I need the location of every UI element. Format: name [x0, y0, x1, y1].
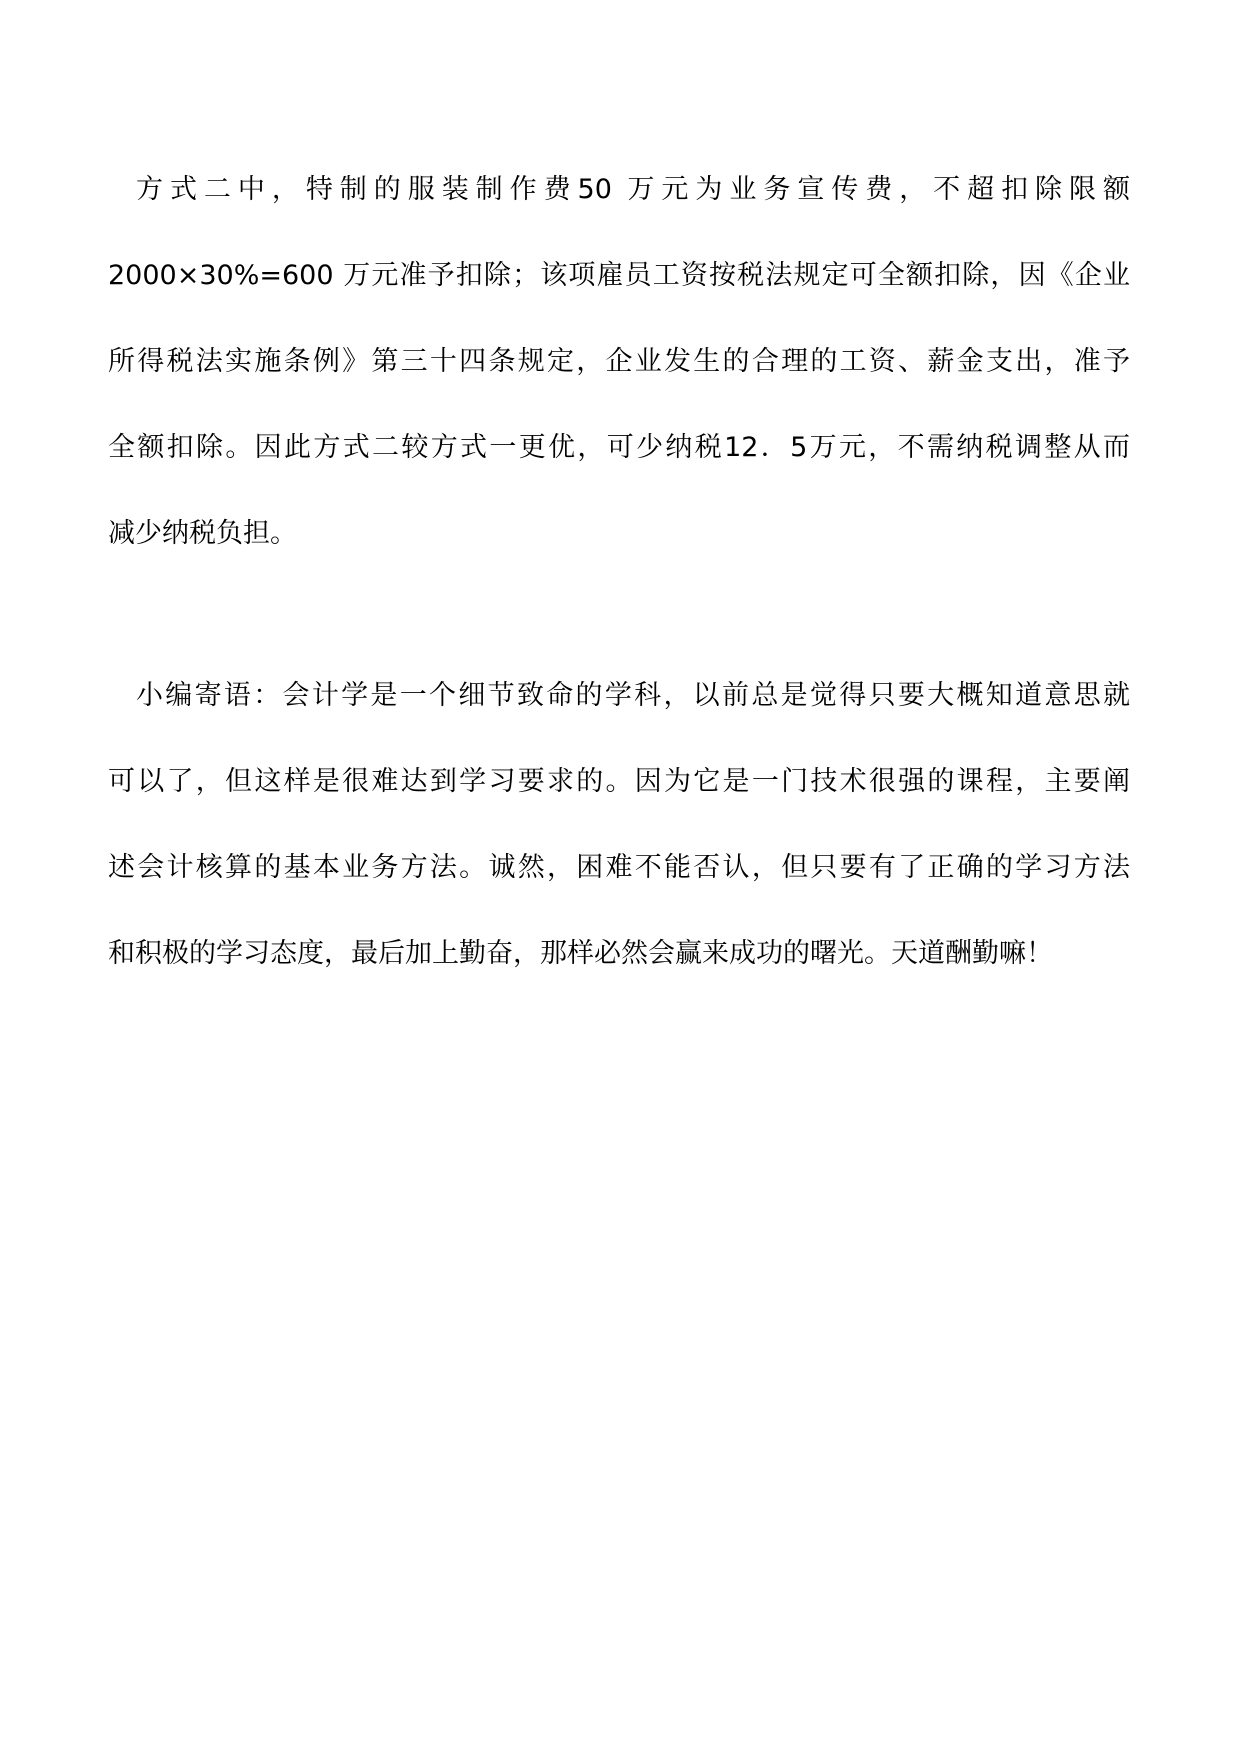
paragraph-line: 所得税法实施条例》第三十四条规定，企业发生的合理的工资、薪金支出，准予: [108, 346, 1130, 377]
paragraph-line: 可以了，但这样是很难达到学习要求的。因为它是一门技术很强的课程，主要阐: [108, 766, 1130, 797]
paragraph-line: 小编寄语：会计学是一个细节致命的学科，以前总是觉得只要大概知道意思就: [136, 680, 1130, 711]
paragraph-line: 和积极的学习态度，最后加上勤奋，那样必然会赢来成功的曙光。天道酬勤嘛！: [108, 938, 1053, 969]
paragraph-editor-note: [108, 668, 1130, 1012]
paragraph-line: 减少纳税负担。: [108, 518, 297, 549]
paragraph-line: 述会计核算的基本业务方法。诚然，困难不能否认，但只要有了正确的学习方法: [108, 852, 1130, 883]
paragraph-tax-deduction: [108, 162, 1130, 592]
paragraph-line: 全额扣除。因此方式二较方式一更优，可少纳税12．5万元，不需纳税调整从而: [108, 432, 1130, 463]
paragraph-line: 2000×30%=600 万元准予扣除；该项雇员工资按税法规定可全额扣除，因《企业: [108, 260, 1130, 291]
paragraph-line: 方式二中，特制的服装制作费50 万元为业务宣传费，不超扣除限额: [136, 174, 1130, 205]
